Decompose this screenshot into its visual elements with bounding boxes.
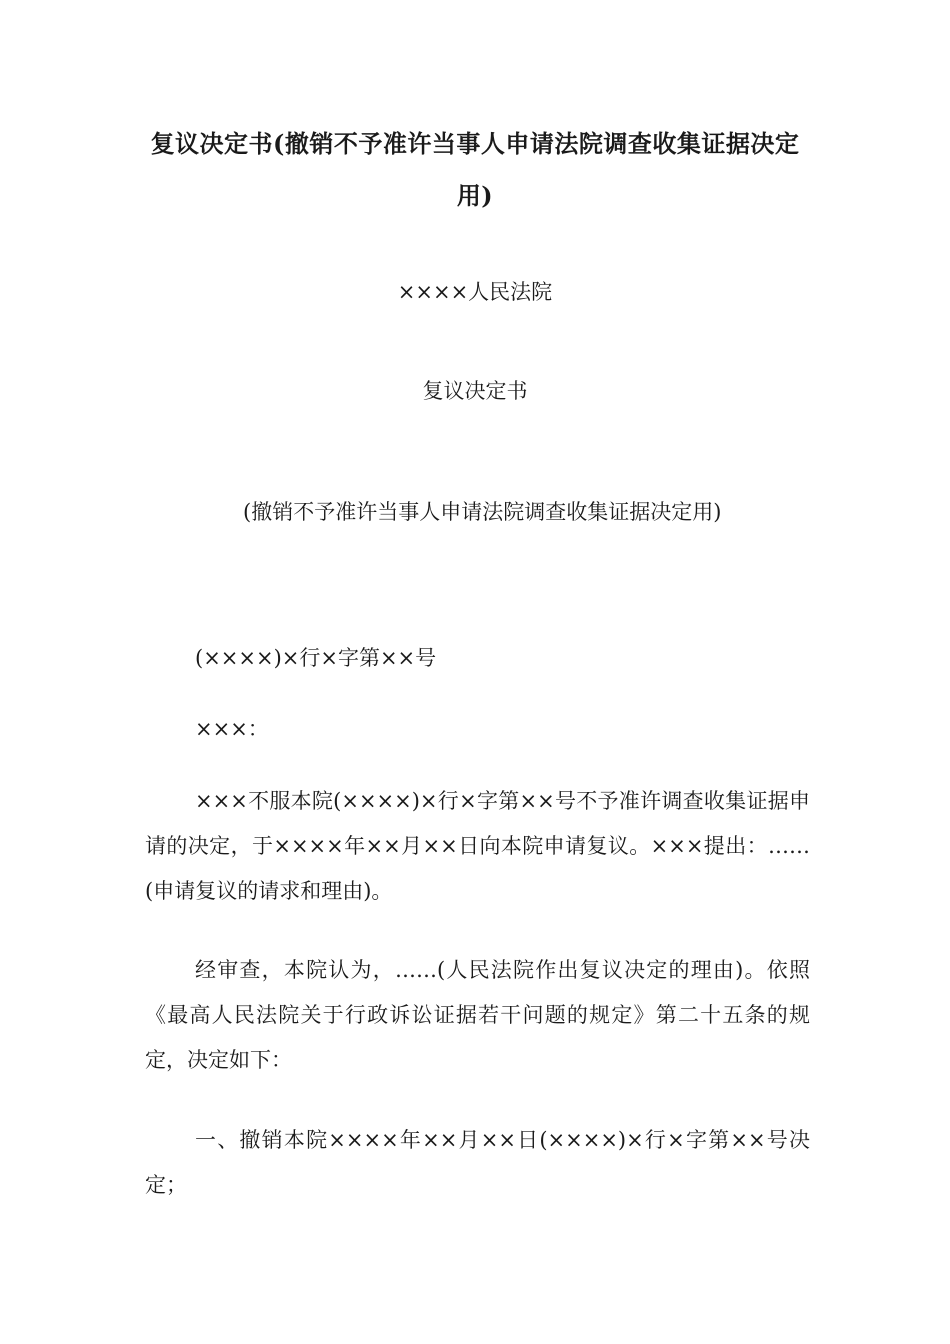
case-number: (××××)×行×字第××号	[195, 646, 437, 670]
court-name: ××××人民法院	[397, 280, 553, 304]
decision-subtitle: (撤销不予准许当事人申请法院调查收集证据决定用)	[243, 500, 722, 524]
paragraph-decision-item-1: 一、撤销本院××××年××月××日(××××)×行×字第××号决定；	[145, 1128, 810, 1197]
paragraph-application: ×××不服本院(××××)×行×字第××号不予准许调查收集证据申请的决定，于××××年××月××日向本院申请复议。×××提出：……(申请复议的请求和理由)。	[145, 789, 810, 903]
decision-heading: 复议决定书	[422, 379, 528, 403]
paragraph-review: 经审查，本院认为，……(人民法院作出复议决定的理由)。依照《最高人民法院关于行政诉讼证据若干问题的规定》第二十五条的规定，决定如下：	[145, 958, 810, 1072]
addressee: ×××：	[195, 717, 269, 741]
document-title: 复议决定书(撤销不予准许当事人申请法院调查收集证据决定用)	[150, 129, 800, 210]
